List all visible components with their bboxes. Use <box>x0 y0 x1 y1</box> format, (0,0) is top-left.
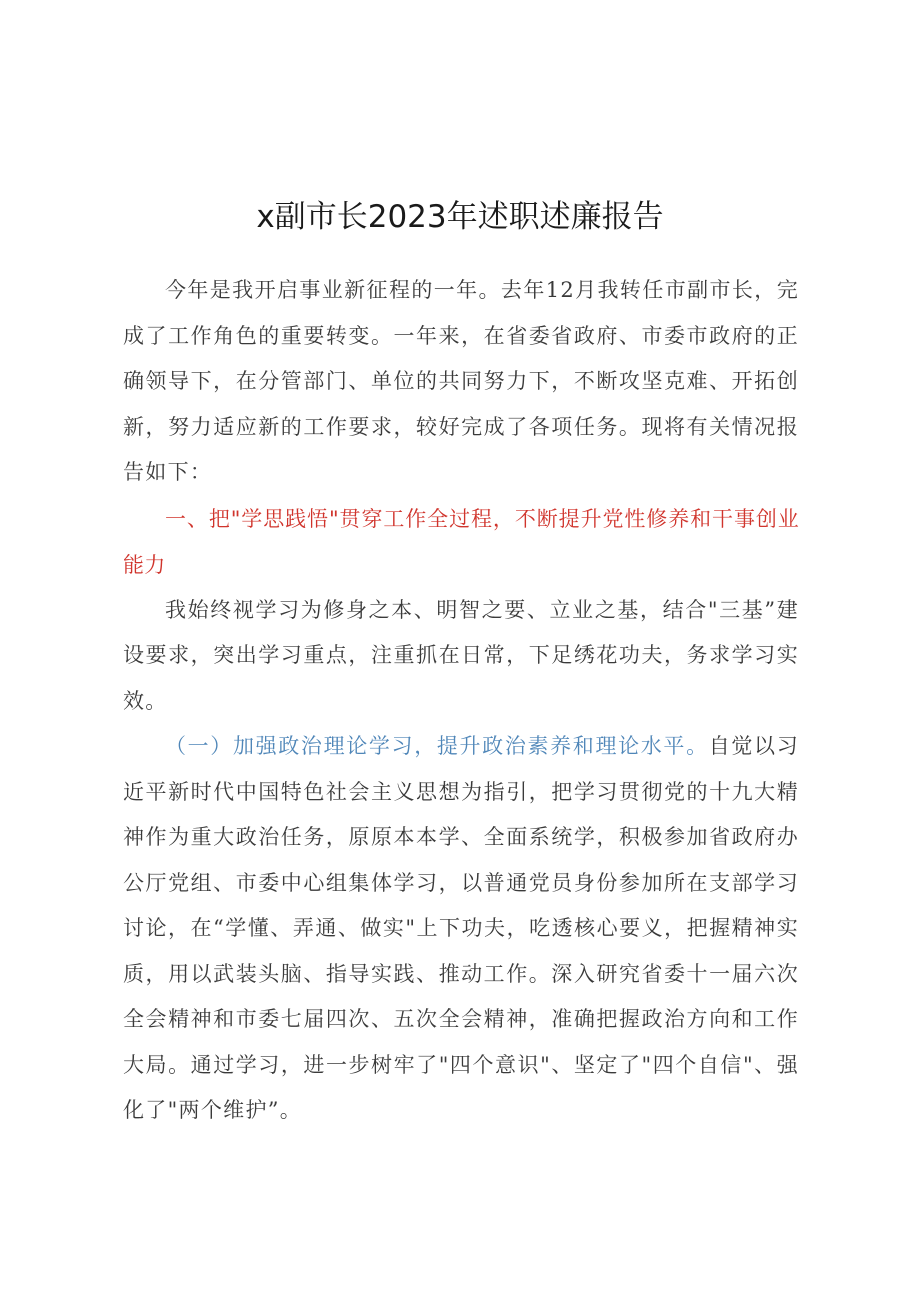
intro-paragraph: 今年是我开启事业新征程的一年。去年12月我转任市副市长，完成了工作角色的重要转变。一年来，在省委省政府、市委市政府的正确领导下，在分管部门、单位的共同努力下，不断攻坚克难、开拓创新，努力适应新的工作要求，较好完成了各项任务。现将有关情况报告如下： <box>123 278 799 484</box>
section-1-heading: 一、把"学思践悟"贯穿工作全过程，不断提升党性修养和干事创业能力 <box>123 506 799 577</box>
document-title: x副市长2023年述职述廉报告 <box>256 199 664 235</box>
subsection-1-paragraph <box>123 724 799 1134</box>
subsection-1-body: 自觉以习近平新时代中国特色社会主义思想为指引，把学习贯彻党的十九大精神作为重大政治任务，原原本本学、全面系统学，积极参加省政府办公厅党组、市委中心组集体学习，以普通党员身份参加所在支部学习讨论，在“学懂、弄通、做实"上下功夫，吃透核心要义，把握精神实质，用以武装头脑、指导实践、推动工作。深入研究省委十一届六次全会精神和市委七届四次、五次全会精神，准确把握政治方向和工作大局。通过学习，进一步树牢了"四个意识"、坚定了"四个自信"、强化了"两个维护”。 <box>123 734 800 1122</box>
section-1-paragraph: 我始终视学习为修身之本、明智之要、立业之基，结合"三基”建设要求，突出学习重点，注重抓在日常，下足绣花功夫，务求学习实效。 <box>123 597 799 713</box>
subsection-1-heading: （一）加强政治理论学习，提升政治素养和理论水平。 <box>165 734 709 758</box>
document-body <box>123 268 799 1134</box>
